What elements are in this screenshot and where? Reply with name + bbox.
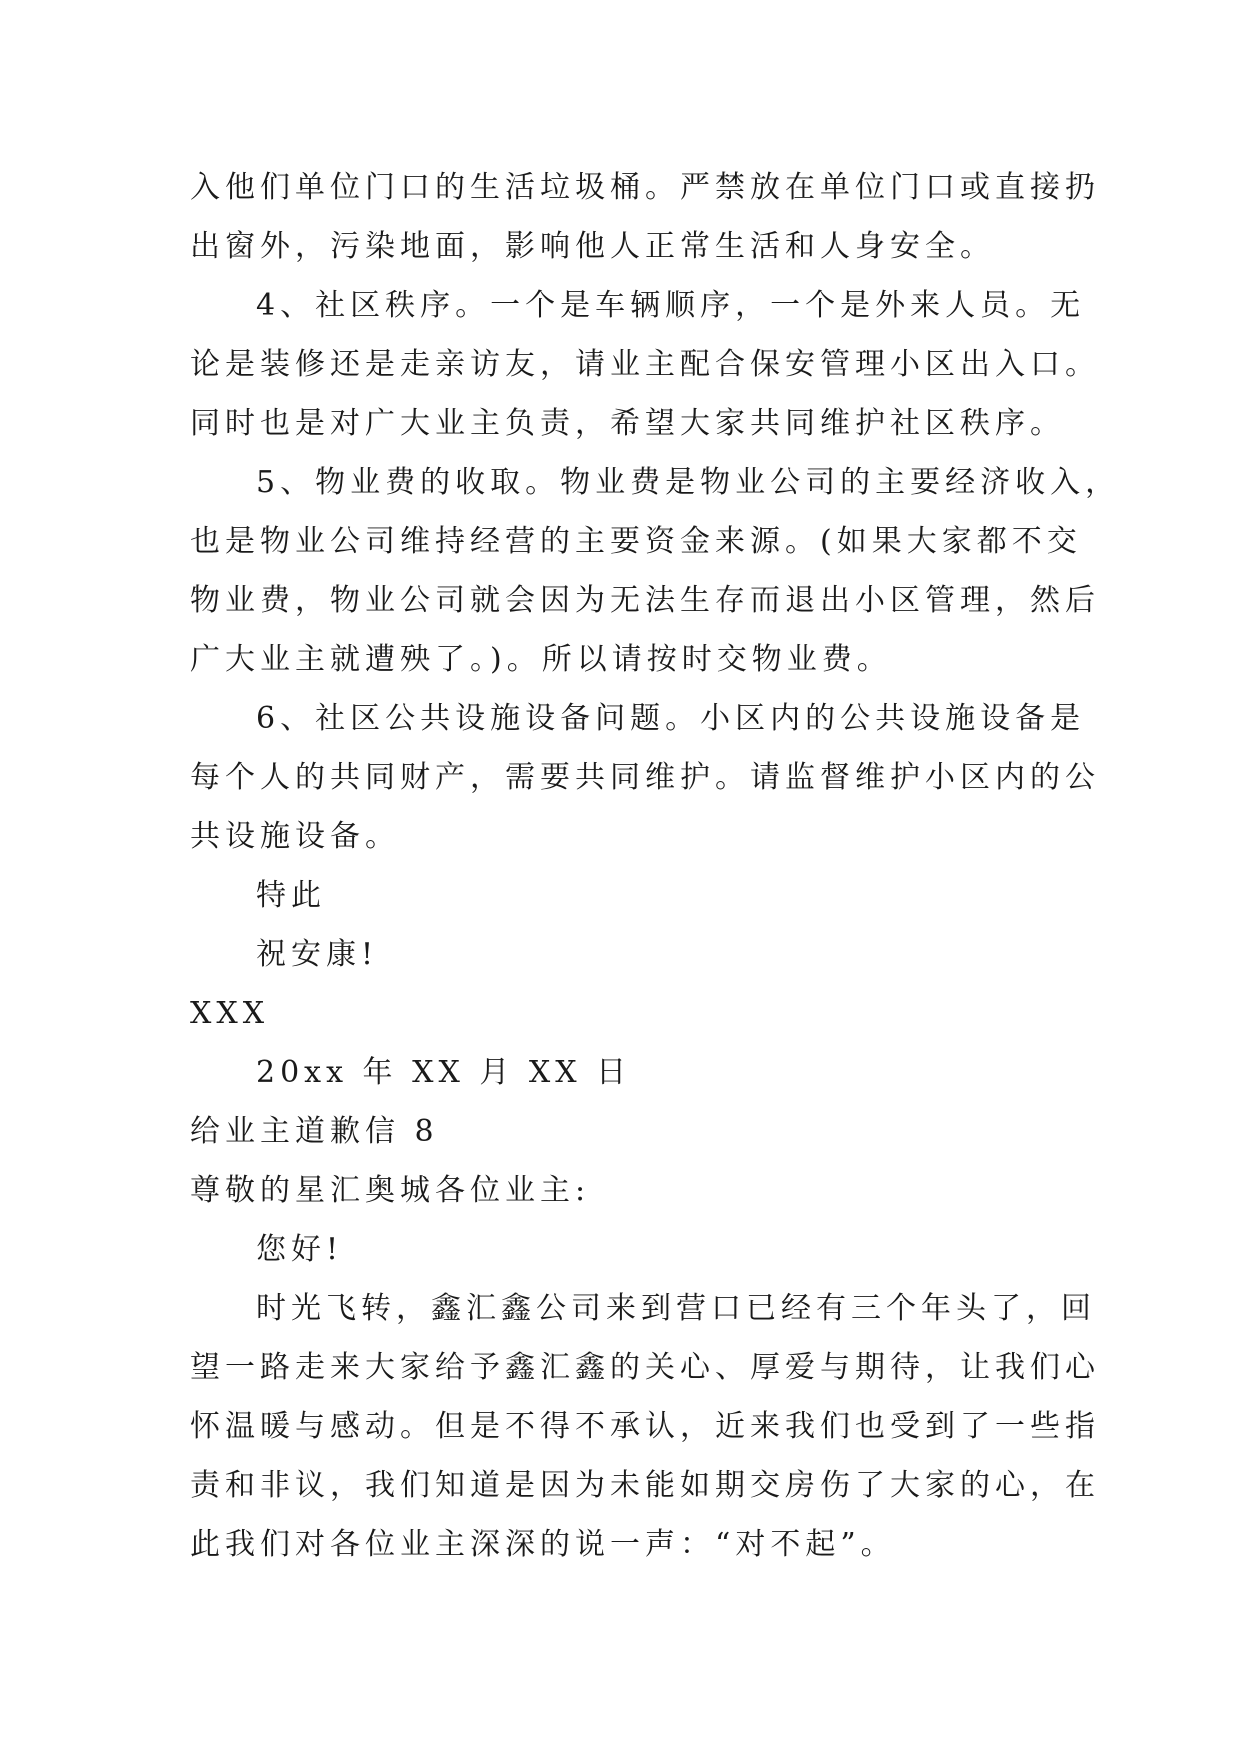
item-5-heading-line: 5、物业费的收取。物业费是物业公司的主要经济收入， (256, 465, 1121, 500)
text-line-7: 也是物业公司维持经营的主要资金来源。(如果大家都不交 (190, 524, 1082, 559)
wishes-line: 祝安康! (256, 937, 379, 972)
text-line-22: 怀温暖与感动。但是不得不承认，近来我们也受到了一些指 (190, 1409, 1100, 1444)
item-4-heading-line: 4、社区秩序。一个是车辆顺序，一个是外来人员。无 (256, 288, 1086, 323)
text-line-20: 时光飞转，鑫汇鑫公司来到营口已经有三个年头了，回 (256, 1291, 1096, 1326)
text-line-9: 广大业主就遭殃了。)。所以请按时交物业费。 (190, 642, 892, 677)
text-line-21: 望一路走来大家给予鑫汇鑫的关心、厚爱与期待，让我们心 (190, 1350, 1100, 1385)
document-body (190, 158, 1121, 1574)
item-6-heading-line: 6、社区公共设施设备问题。小区内的公共设施设备是 (256, 701, 1086, 736)
text-line-5: 同时也是对广大业主负责，希望大家共同维护社区秩序。 (190, 406, 1065, 441)
text-line-11: 每个人的共同财产，需要共同维护。请监督维护小区内的公 (190, 760, 1100, 795)
text-line-24: 此我们对各位业主深深的说一声：“对不起”。 (190, 1527, 896, 1562)
text-line-12: 共设施设备。 (190, 819, 400, 854)
greeting-line: 您好! (256, 1232, 344, 1267)
date-line: 20xx 年 XX 月 XX 日 (256, 1055, 632, 1090)
signature-line: XXX (190, 996, 270, 1031)
text-line-1: 入他们单位门口的生活垃圾桶。严禁放在单位门口或直接扔 (190, 170, 1100, 205)
salutation-line: 尊敬的星汇奥城各位业主: (190, 1173, 591, 1208)
closing-line: 特此 (256, 878, 326, 913)
letter-title: 给业主道歉信 8 (190, 1114, 439, 1149)
text-line-4: 论是装修还是走亲访友，请业主配合保安管理小区出入口。 (190, 347, 1100, 382)
text-line-2: 出窗外，污染地面，影响他人正常生活和人身安全。 (190, 229, 995, 264)
text-line-23: 责和非议，我们知道是因为未能如期交房伤了大家的心，在 (190, 1468, 1100, 1503)
text-line-8: 物业费，物业公司就会因为无法生存而退出小区管理，然后 (190, 583, 1100, 618)
